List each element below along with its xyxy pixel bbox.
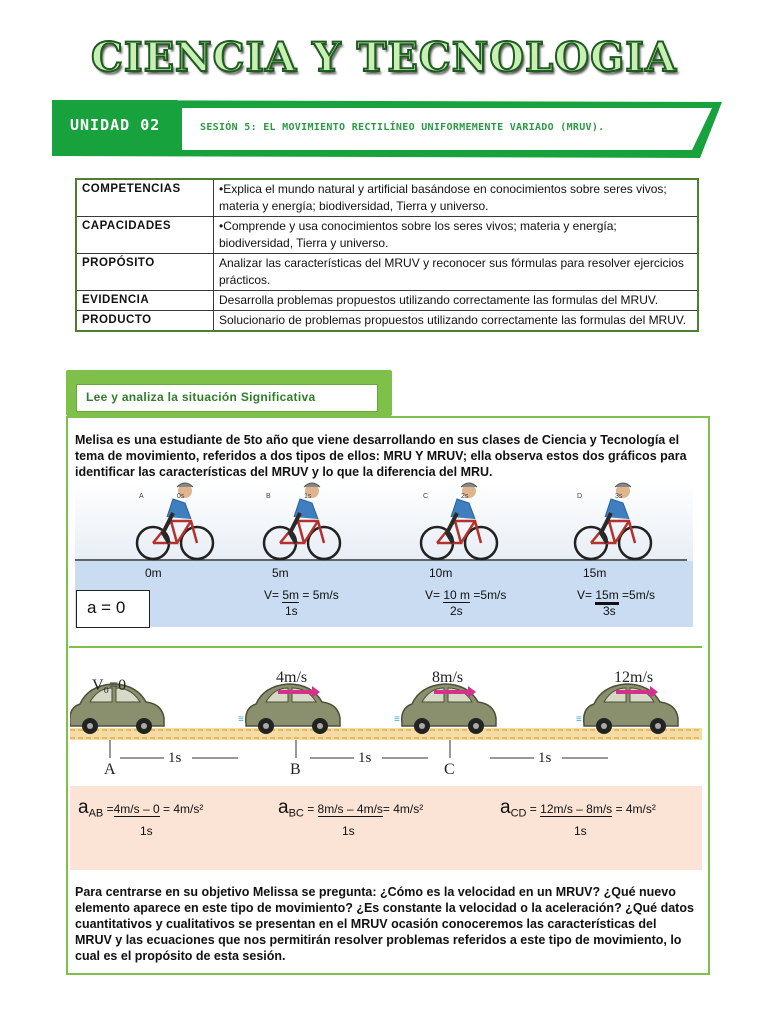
formula-denominator: 1s xyxy=(574,824,587,838)
velocity-formula-1 xyxy=(264,588,339,602)
velocity-prefix: V= xyxy=(425,588,444,602)
page-title: CIENCIA Y TECNOLOGIA xyxy=(91,34,677,81)
session-title: SESIÓN 5: EL MOVIMIENTO RECTILÍNEO UNIFORMEMENTE VARIADO (MRUV). xyxy=(200,122,605,133)
row-key: PRODUCTO xyxy=(76,311,214,332)
speed-label: V₀=0 xyxy=(92,677,127,694)
clock-time: 1s xyxy=(304,493,312,500)
position-letter: A xyxy=(139,493,144,500)
competencies-table xyxy=(75,178,699,332)
row-value: Analizar las características del MRUV y reconocer sus fórmulas para resolver ejercicios prácticos. xyxy=(214,254,699,291)
table-row xyxy=(76,254,698,291)
velocity-rest: =5m/s xyxy=(470,588,507,602)
formula-equals: = xyxy=(526,802,541,816)
motion-lines-icon: ≡ xyxy=(576,714,582,725)
point-label: B xyxy=(290,761,301,778)
clock-time: 3s xyxy=(615,493,623,500)
motion-lines-icon: ≡ xyxy=(238,714,244,725)
situation-tab xyxy=(66,370,392,418)
formula-result: = 4m/s² xyxy=(612,802,656,816)
interval-label: 1s xyxy=(538,750,552,766)
row-key: COMPETENCIAS xyxy=(76,179,214,217)
velocity-den-3: 3s xyxy=(603,604,616,618)
acceleration-box xyxy=(76,590,150,628)
formula-numerator: 12m/s – 8m/s xyxy=(540,802,613,816)
distance-label: 0m xyxy=(145,566,162,580)
formula-symbol: a xyxy=(78,797,89,818)
distance-label: 5m xyxy=(272,566,289,580)
point-label: A xyxy=(104,761,116,778)
speed-label: 12m/s xyxy=(614,669,654,686)
interval-label: 1s xyxy=(168,750,182,766)
clock-time: 2s xyxy=(461,493,469,500)
speed-label: 4m/s xyxy=(276,669,308,686)
velocity-den-2: 2s xyxy=(450,604,463,618)
acceleration-formula xyxy=(78,797,203,819)
formula-subscript: CD xyxy=(510,807,527,820)
formula-result: = 4m/s² xyxy=(159,802,204,816)
point-label: C xyxy=(444,761,455,778)
row-value: Solucionario de problemas propuestos utilizando correctamente las formulas del MRUV. xyxy=(214,311,699,332)
position-letter: C xyxy=(423,493,429,500)
mruv-scene xyxy=(70,662,702,786)
table-row xyxy=(76,291,698,311)
table-row xyxy=(76,217,698,254)
formula-denominator: 1s xyxy=(140,824,153,838)
velocity-prefix: V= xyxy=(577,588,596,602)
velocity-num: 15m xyxy=(595,588,618,605)
speed-label: 8m/s xyxy=(432,669,464,686)
velocity-rest: =5m/s xyxy=(618,588,656,602)
formula-equals: = xyxy=(303,802,318,816)
situation-closing: Para centrarse en su objetivo Melissa se pregunta: ¿Cómo es la velocidad en un MRUV? ¿Qué nuevo elemento aparece en este tipo de movimiento? ¿Es constante la velocidad o la aceleración? ¿Qué datos cuantitativos y cualitativos se presentan en el MRUV ocasión conoceremos las características del MRUV y las ecuaciones que nos permitirán resolver problemas referidos a este tipo de movimiento, lo cual es el propósito de esta sesión. xyxy=(75,885,694,963)
acceleration-formula xyxy=(278,797,423,819)
position-letter: D xyxy=(577,493,583,500)
acceleration-zero: a = 0 xyxy=(87,598,126,617)
acceleration-formula xyxy=(500,797,656,819)
velocity-num: 5m xyxy=(282,588,300,602)
velocity-den-1: 1s xyxy=(285,604,298,618)
formula-subscript: BC xyxy=(288,807,304,820)
row-value: Desarrolla problemas propuestos utilizando correctamente las formulas del MRUV. xyxy=(214,291,699,311)
formula-denominator: 1s xyxy=(342,824,355,838)
clock-time: 0s xyxy=(177,493,185,500)
formula-result: = 4m/s² xyxy=(382,802,424,816)
row-key: EVIDENCIA xyxy=(76,291,214,311)
row-key: CAPACIDADES xyxy=(76,217,214,254)
interval-label: 1s xyxy=(358,750,372,766)
formula-subscript: AB xyxy=(88,807,104,820)
situation-intro: Melisa es una estudiante de 5to año que viene desarrollando en sus clases de Ciencia y Tecnología el tema de movimiento, referidos a dos tipos de ellos: MRU Y MRUV; ella observa estos dos gráficos para identificar las características del MRUV y lo que la diferencia del MRU. xyxy=(75,433,687,479)
situation-heading: Lee y analiza la situación Significativa xyxy=(86,390,316,404)
row-key: PROPÓSITO xyxy=(76,254,214,291)
table-row xyxy=(76,311,698,332)
velocity-num: 10 m xyxy=(443,588,471,602)
formula-symbol: a xyxy=(278,797,289,818)
formula-symbol: a xyxy=(500,797,511,818)
table-row xyxy=(76,179,698,217)
row-value: •Explica el mundo natural y artificial basándose en conocimientos sobre seres vivos; materia y energía; biodiversidad, Tierra y universo. xyxy=(214,179,699,217)
formula-numerator: 8m/s – 4m/s xyxy=(317,802,383,816)
mru-scene xyxy=(75,481,693,627)
unit-label: UNIDAD 02 xyxy=(70,116,161,134)
velocity-formula-3 xyxy=(577,588,655,602)
distance-label: 15m xyxy=(583,566,607,580)
formula-numerator: 4m/s – 0 xyxy=(113,802,160,816)
velocity-prefix: V= xyxy=(264,588,283,602)
position-letter: B xyxy=(266,493,271,500)
formula-equals: = xyxy=(103,802,114,816)
velocity-rest: = 5m/s xyxy=(299,588,339,602)
row-value: •Comprende y usa conocimientos sobre los seres vivos; materia y energía; biodiversidad, Tierra y universo. xyxy=(214,217,699,254)
motion-lines-icon: ≡ xyxy=(394,714,400,725)
distance-label: 10m xyxy=(429,566,453,580)
velocity-formula-2 xyxy=(425,588,506,602)
